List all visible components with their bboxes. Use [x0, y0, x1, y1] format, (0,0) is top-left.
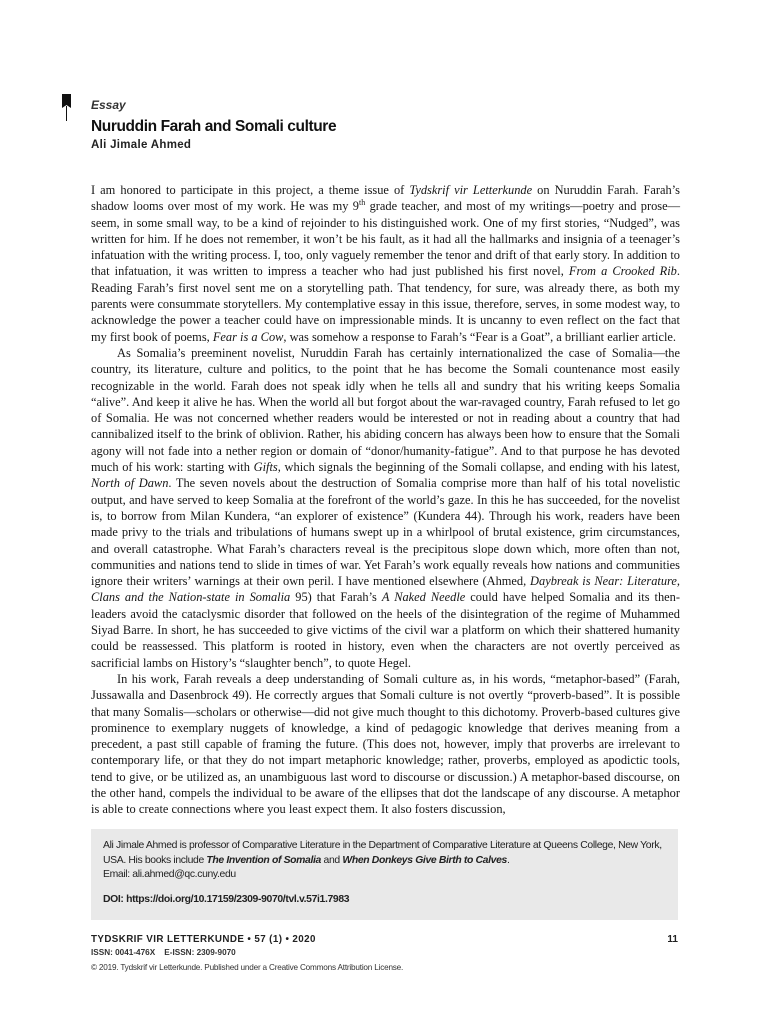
book-title: From a Crooked Rib — [568, 264, 677, 279]
book-title: North of Dawn — [91, 476, 169, 491]
author-bio — [103, 839, 666, 868]
text-run: I am honored to participate in this project, a theme issue of — [91, 183, 410, 197]
text-run: . Reading Farah’s first novel sent me on a storytelling path. That tendency, for sure, was already there, as both my parents were consummate storytellers. My contemplative essay in this issue, therefore, serves, in some modest way, to acknowledge the power a teacher could have on impressionable minds. It is uncanny to even reflect on the fact that my first book of poems, — [91, 264, 680, 344]
text-run: and — [321, 854, 343, 866]
text-run: As Somalia’s preeminent novelist, Nuruddin Farah has certainly internationalized the case of Somalia—the country, its literature, culture and politics, to the point that he has become the Somali countenance most easily recognizable in the world. Farah does not speak idly when he tells all and sundry that his writing keeps Somalia “alive”. And keep it alive he has. When the world all but forgot about the war-ravaged country, Farah refused to let go of Somalia. He was not concerned whether readers would be interested or not in reading about a country that had cannibalized itself to the brink of oblivion. Rather, his abiding concern has always been how to ensure that the Somali agony will not fade into a nether region or domain of “donor/humanity-fatigue”. And to that purpose he has devoted much of his work: starting with — [91, 345, 680, 475]
text-run: 95) that Farah’s — [290, 590, 382, 605]
author-name: Ali Jimale Ahmed — [91, 138, 192, 151]
book-title: Daybreak is Near: Literature, Clans and the Nation-state in Somalia — [91, 574, 680, 605]
book-title: A Naked Needle — [381, 590, 466, 605]
license-line: © 2019. Tydskrif vir Letterkunde. Published under a Creative Commons Attribution License. — [91, 963, 404, 972]
text-run: grade teacher, and most of my writings—poetry and prose—seem, in some small way, to be a kind of rejoinder to his distinguished work. One of my first stories, “Nudged”, was written for him. If he does not remember, it won’t be his fault, as it had all the hallmarks and insignia of a teenager’s infatuation with the writing process. I, too, only vaguely remember the tenor and drift of that early story. In addition to that infatuation, it was written to impress a teacher who had just published his first novel, — [91, 199, 681, 279]
text-run: , was somehow a response to Farah’s “Fear is a Goat”, a brilliant earlier article. — [283, 329, 676, 344]
text-run: Ali Jimale Ahmed is professor of Comparative Literature in the Department of Comparative Literature at Queens College, New York, USA. His books include — [103, 840, 662, 866]
book-title: Gifts — [253, 460, 278, 475]
author-email[interactable]: Email: ali.ahmed@qc.cuny.edu — [103, 869, 236, 880]
section-marker-icon — [62, 94, 71, 122]
article-title: Nuruddin Farah and Somali culture — [91, 118, 337, 136]
text-run: . — [506, 854, 510, 866]
paragraph: In his work, Farah reveals a deep understanding of Somali culture as, in his words, “metaphor-based” (Farah, Jussawalla and Dasenbrock 49). He correctly argues that Somali culture is not overtly “proverb-based”. It is possible that many Somalis—scholars or otherwise—did not give much thought to this dichotomy. Proverb-based cultures give prominence to exemplary nuggets of knowledge, a kind of pedagogic knowledge that derives meaning from a precedent, a past still capable of framing the future. (This does not, however, imply that proverbs are irrelevant to contemporary life, or that they do not impart metaphoric knowledge; rather, proverbs, employed as apodictic tools, tend to give, or be utilized as, an unambiguous last word to discourse or discussion.) A metaphor-based discourse, on the other hand, compels the individual to be aware of the ellipses that dot the landscape of any discourse. A metaphor is able to create connections where you least expect them. It also fosters discussion, — [91, 671, 680, 817]
text-run: . The seven novels about the destruction of Somalia comprise more than half of his total novelistic output, and have served to keep Somalia at the forefront of the world’s gaze. In this he has succeeded, for the novelist is, to borrow from Milan Kundera, “an explorer of existence” (Kundera 44). Through his work, readers have been made privy to the trials and tribulations of humans swept up in a whirlpool of brutal existence, grim circumstances, and overall catastrophe. What Farah’s characters reveal is the precipitous slope down which, more often than not, communities and nations tend to slide in times of war. Yet Farah’s work equally reveals how nations and communities ignore their writers’ warnings at their own peril. I have mentioned elsewhere (Ahmed, — [91, 476, 680, 589]
paragraph — [91, 345, 680, 671]
doi-link[interactable]: DOI: https://doi.org/10.17159/2309-9070/tvl.v.57i1.7983 — [103, 893, 350, 905]
issn-line: ISSN: 0041-476X E-ISSN: 2309-9070 — [91, 948, 236, 957]
page-number: 11 — [667, 934, 678, 945]
article-header — [91, 98, 691, 153]
author-note-box — [91, 829, 678, 920]
text-run: could have helped Somalia and its then-leaders avoid the cataclysmic disorder that followed on the heels of the disintegration of the regime of Muhammed Siyad Barre. In short, he has succeeded to give victims of the civil war a platform on which their shattered humanity could be reassessed. This platform is rooted in history, even when the characters are not overtly perceived as sacrificial lambs on History’s “slaughter bench”, to quote Hegel. — [91, 590, 680, 670]
paragraph — [91, 182, 680, 345]
journal-title: Tydskrif vir Letterkunde — [409, 183, 533, 197]
book-title: Fear is a Cow — [212, 329, 284, 344]
text-run: on Nuruddin Farah. Farah’s shadow looms over most of my work. He was my 9 — [91, 183, 680, 214]
book-title: The Invention of Somalia — [206, 854, 321, 866]
journal-footer: TYDSKRIF VIR LETTERKUNDE • 57 (1) • 2020 — [91, 934, 316, 945]
article-body — [91, 182, 680, 818]
book-title: When Donkeys Give Birth to Calves — [342, 854, 507, 866]
superscript: th — [359, 198, 366, 208]
section-label: Essay — [91, 98, 126, 112]
text-run: , which signals the beginning of the Somali collapse, and ending with his latest, — [277, 460, 680, 475]
